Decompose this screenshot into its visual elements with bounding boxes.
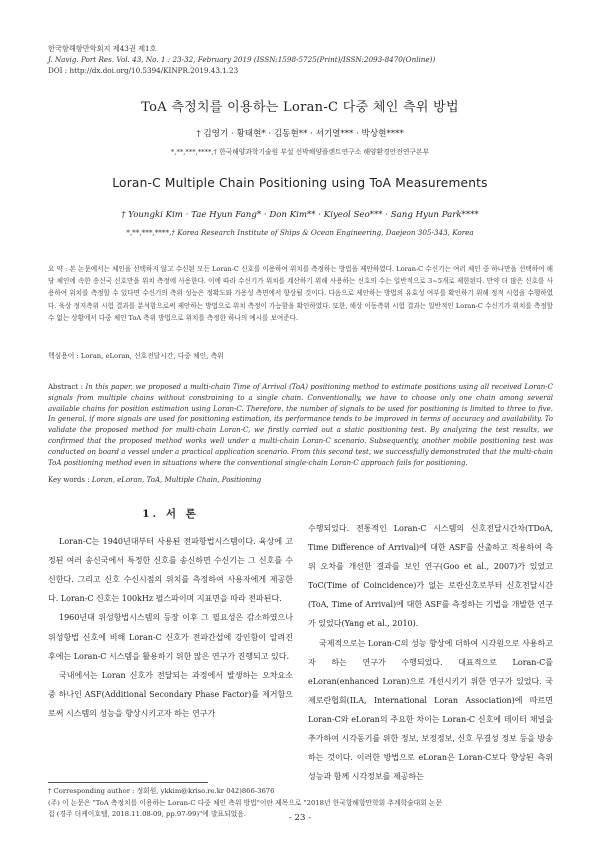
footnote-corresponding-author: † Corresponding author : 정회원, ykkim@kriso.re.kr 042)866-3676 xyxy=(48,787,275,795)
authors-en: † Youngki Kim · Tae Hyun Fang* · Don Kim** · Kiyeol Seo*** · Sang Hyun Park**** xyxy=(121,210,479,220)
footnote-divider xyxy=(48,782,208,783)
paper-title-en: Loran-C Multiple Chain Positioning using ToA Measurements xyxy=(112,176,488,190)
abstract-ko xyxy=(48,263,553,324)
abstract-en-label: Abstract : xyxy=(48,383,86,391)
abstract-ko-text: 본 논문에서는 체인을 선택하지 않고 수신된 모든 Loran-C 신호를 이용하여 위치를 측정하는 방법을 제안하였다. Loran-C 수신기는 여러 체인 중 하나만을 선택하여 해당 체인에 속한 송신국 신호만을 위치 측정에 사용한다. 이에 따라 수신기가 위치를 계산하기 위해 사용하는 신호의 수는 일반적으로 3~5개로 제한된다. 만약 더 많은 신호를 사용하여 위치를 측정할 수 있다면 수신기의 측위 성능은 정확도와 가용성 측면에서 향상될 것이다. 다음으로 제안하는 방법의 유효성 여부를 확인하기 위해 정적 시험을 수행하였다. 육상 정지측위 시험 결과를 분석함으로써 제안하는 방법으로 위치 측정이 가능함을 확인하였다. 또한, 해상 이동측위 시험 결과는 일반적인 Loran-C 수신기가 위치를 측정할 수 없는 상황에서 다중 체인 ToA 측위 방법으로 위치를 측정한 하나의 예시를 보여준다. xyxy=(48,265,554,322)
paragraph: 국내에서는 Loran 신호가 전달되는 과정에서 발생하는 오차요소 중 하나인 ASF(Additional Secondary Phase Factor)를 제거함으로써 시스템의 성능을 향상시키고자 하는 연구가 xyxy=(48,670,293,718)
paper-title-ko: ToA 측정치를 이용하는 Loran-C 다중 체인 측위 방법 xyxy=(141,100,459,115)
footnote-note-line: 집 (경주 더케이호텔, 2018.11.08-09, pp.97-99)"에 발표되었음. xyxy=(48,810,246,818)
journal-citation: J. Navig. Port Res. Vol. 43, No. 1 : 23-32, February 2019 (ISSN:1598-5725(Print)/ISSN:2093-8470(Online)) xyxy=(48,55,436,64)
paragraph: 국제적으로는 Loran-C의 성능 향상에 더하여 시각원으로 사용하고자 하는 연구가 수행되었다. 대표적으로 Loran-C를 eLoran(enhanced Loran)으로 개선시키기 위한 연구가 있었다. 국제로란협회(ILA, International Loran Association)에 따르면 Loran-C와 eLoran의 주요한 차이는 Loran-C 신호에 데이터 채널을 추가하여 시각동기를 위한 정보, 보정정보, 신호 무결성 정보 등을 방송하는 것이다. 이러한 방법으로 eLoran은 Loran-C보다 향상된 측위 성능과 함께 시각정보를 제공하는 xyxy=(308,638,553,782)
abstract-en xyxy=(48,382,553,468)
keywords-en xyxy=(48,476,261,484)
keywords-en-label: Key words : xyxy=(48,476,92,484)
journal-header xyxy=(48,43,435,76)
footnote-note-line: (주) 이 논문은 "ToA 측정치를 이용하는 Loran-C 다중 체인 측위 방법"이란 제목으로 "2018년 한국항해항만학회 추계학술대회 논문 xyxy=(48,798,443,807)
keywords-en-text: Loran, eLoran, ToA, Multiple Chain, Positioning xyxy=(91,476,262,484)
paragraph: Loran-C는 1940년대부터 사용된 전파항법시스템이다. 육상에 고정된 여러 송신국에서 특정한 신호를 송신하면 수신기는 그 신호를 수신한다. 그리고 신호 수신시점의 위치를 측정하여 사용자에게 제공한다. Loran-C 신호는 100kHz 펄스파이며 지표면을 따라 전파된다. xyxy=(48,537,293,604)
section-heading: 1. 서 론 xyxy=(142,508,199,520)
journal-name-ko: 한국항해항만학회지 제43권 제1호 xyxy=(48,44,157,53)
body-column-right xyxy=(308,519,553,786)
body-column-left xyxy=(48,505,293,723)
paragraph: 수행되었다. 전통적인 Loran-C 시스템의 신호전달시간차(TDoA, Time Difference of Arrival)에 대한 ASF를 산출하고 적용하여 측위 오차를 개선한 결과를 보인 연구(Goo et al., 2007)가 있었고 ToC(Time of Coincidence)가 없는 로란신호로부터 신호전달시간(ToA, Time of Arrival)에 대한 ASF를 측정하는 기법을 개발한 연구가 있었다(Yang et al., 2010). xyxy=(308,524,553,629)
abstract-ko-label: 요 약 : xyxy=(48,265,70,273)
affiliation-ko: *,**,***,****,† 한국해양과학기술원 부설 선박해양플랜트연구소 해양환경안전연구본부 xyxy=(170,148,430,156)
journal-doi: DOI : http://dx.doi.org/10.5394/KINPR.2019.43.1.23 xyxy=(48,66,239,75)
authors-ko: † 김영기 · 황태현* · 김동현** · 서기열*** · 박상현**** xyxy=(196,129,404,139)
abstract-en-text: In this paper, we proposed a multi-chain Time of Arrival (ToA) positioning method to estimate positions using all received Loran-C signals from multiple chains without constraining to a single chain. Conventionally, we have to choose only one chain among several available chains for position estimation using Loran-C. Therefore, the number of signals to be used for positioning is limited to three to five. In general, if more signals are used for positioning estimation, its performance tends to be improved in terms of accuracy and availability. To validate the proposed method for multi-chain Loran-C, we firstly carried out a static positioning test. By analyzing the test results, we confirmed that the proposed method works well under a multi-chain Loran-C scenario. Subsequently, another mobile positioning test was conducted on board a vessel under a practical application scenario. From this second test, we successfully demonstrated that the multi-chain ToA positioning method even in situations where the conventional single-chain Loran-C approach fails for positioning. xyxy=(48,383,553,467)
affiliation-en: *,**,***,****,† Korea Research Institute of Ships & Ocean Engineering, Daejeon 305-343, Korea xyxy=(126,228,474,237)
page-number: - 23 - xyxy=(288,813,312,823)
paragraph: 1960년대 위성항법시스템의 등장 이후 그 필요성은 감소하였으나 위성항법 신호에 비해 Loran-C 신호가 전파간섭에 강인함이 알려진 후에는 Loran-C 시스템을 활용하기 위한 많은 연구가 진행되고 있다. xyxy=(48,613,293,661)
keywords-ko: 핵심용어 : Loran, eLoran, 신호전달시간, 다중 체인, 측위 xyxy=(48,352,224,360)
